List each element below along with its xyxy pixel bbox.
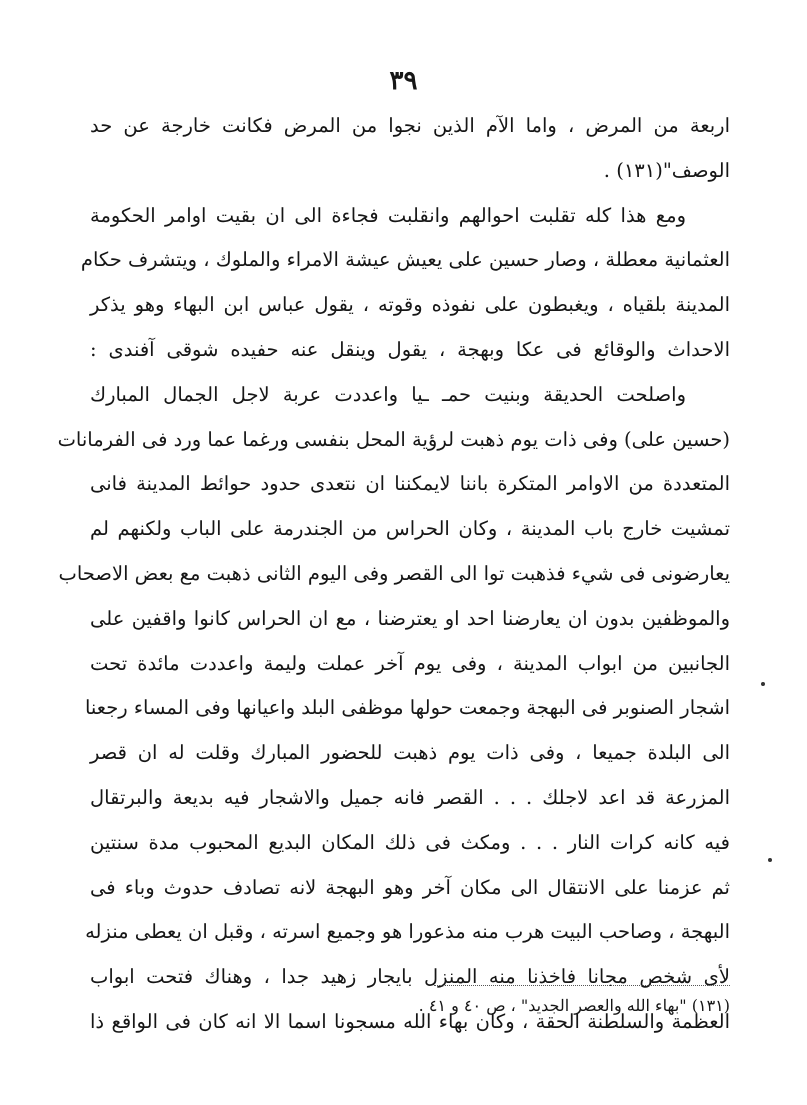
text-line: المدينة بلقياه ، ويغبطون على نفوذه وقوته ، يقول عباس ابن البهاء وهو يذكر [90, 293, 730, 317]
text-line: ثم عزمنا على الانتقال الى مكان آخر وهو البهجة لانه تصادف حدوث وباء فى [90, 875, 730, 899]
text-line: الوصف"(١٣١) . [603, 158, 730, 182]
text-line: العظمة والسلطنة الحقة ، وكان بهاء الله مسجونا اسما الا انه كان فى الواقع ذا [90, 1009, 730, 1033]
body-text [57, 104, 730, 1045]
text-line: فيه كانه كرات النار . . . ومكث فى ذلك المكان البديع المحبوب مدة سنتين [90, 830, 730, 854]
text-line: يعارضونى فى شيء فذهبت توا الى القصر وفى اليوم الثانى ذهبت مع بعض الاصحاب [58, 561, 730, 585]
text-line: تمشيت خارج باب المدينة ، وكان الحراس من الجندرمة على الباب ولكنهم لم [90, 517, 730, 541]
text-line: ومع هذا كله تقلبت احوالهم وانقلبت فجاءة الى ان بقيت اوامر الحكومة [90, 203, 686, 227]
footnote-separator [434, 985, 730, 986]
text-line: لأى شخص مجانا فاخذنا منه المنزل بايجار زهيد جدا ، وهناك فتحت ابواب [90, 965, 730, 989]
text-line: الاحداث والوقائع فى عكا وبهجة ، يقول وينقل عنه حفيده شوقى آفندى : [90, 337, 730, 361]
scan-speck [761, 682, 765, 686]
text-line: المزرعة قد اعد لاجلك . . . القصر فانه جميل والاشجار فيه بديعة والبرتقال [90, 785, 730, 809]
scan-speck [768, 858, 772, 862]
text-line: البهجة ، وصاحب البيت هرب منه مذعورا هو وجميع اسرته ، وقبل ان يعطى منزله [85, 920, 730, 944]
text-line: الى البلدة جميعا ، وفى ذات يوم ذهبت للحضور المبارك وقلت له ان قصر [90, 741, 730, 765]
text-line: اشجار الصنوبر فى البهجة وجمعت حولها موظفى البلد واعيانها وفى المساء رجعنا [84, 696, 730, 720]
text-line: (حسين على) وفى ذات يوم ذهبت لرؤية المحل بنفسى ورغما عما ورد فى الفرمانات [57, 427, 730, 451]
text-line: الجانبين من ابواب المدينة ، وفى يوم آخر عملت وليمة واعددت مائدة تحت [90, 651, 730, 675]
text-line: اربعة من المرض ، واما الآم الذين نجوا من المرض فكانت خارجة عن حد [90, 114, 730, 137]
text-line: المتعددة من الاوامر المتكرة باننا لايمكننا ان نتعدى حدود حوائط المدينة فانى [90, 472, 730, 496]
text-line: العثمانية معطلة ، وصار حسين على يعيش عيشة الامراء والملوك ، ويتشرف حكام [80, 248, 730, 272]
text-line: واصلحت الحديقة وبنيت حمـ ـيا واعددت عربة لاجل الجمال المبارك [90, 382, 686, 406]
text-line: والموظفين بدون ان يعارضنا احد او يعترضنا ، مع ان الحراس كانوا واقفين على [90, 606, 730, 630]
footnote: (١٣١) "بهاء الله والعصر الجديد" ، ص ٤٠ و ٤١ . [418, 996, 730, 1015]
page-number: ٣٩ [389, 66, 418, 96]
